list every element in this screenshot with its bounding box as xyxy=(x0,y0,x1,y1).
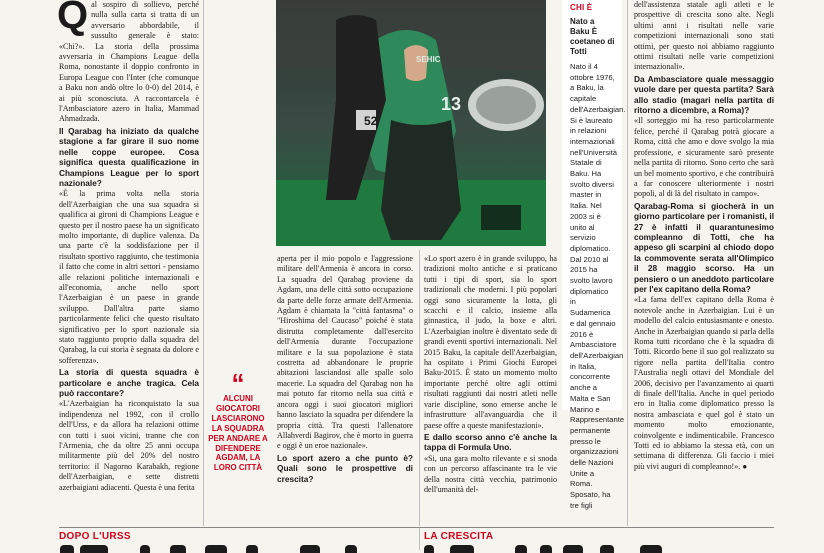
column-divider xyxy=(627,0,628,526)
jersey-number-front: 52 xyxy=(364,114,378,128)
intro-paragraph: al sospiro di sollievo, perché nulla sulla carta si tratta di un avversario abbordabile, il sussulto generale è stato: «Chi?». La storia della prossima avversaria in Champions League della Roma, nonostante il doppio confronto in Europa League con l'Inter (che comunque a Baku non andò oltre lo 0-0) del 2014, è ai più sconosciuta. A raccontarcela è l'Ambasciatore azero in Italia, Mammad Ahmadzada. xyxy=(59,0,199,124)
bio-sidebar xyxy=(562,0,626,510)
sidebar-body: Nato il 4 ottobre 1976, a Baku, la capitale dell'Azerbaigian. Si è laureato in relazioni internazionali nell'Università Statale di Baku. Ha svolto diversi master in Italia. Nel 2003 si è unito al servizio diplomatico. Dal 2010 al 2015 ha svolto lavoro diplomatico in Sudamerica e dal gennaio 2016 è Ambasciatore dell'Azerbaigian in Italia, concorrente anche a Malta e San Marino e Rappresentante permanente presso le organizzazioni delle Nazioni Unite a Roma. Sposato, ha tre figli xyxy=(570,62,626,510)
question-6: Qarabag-Roma si giocherà in un giorno particolare per i romanisti, il 27 è infatti il quarantunesimo compleanno di Totti, che ha appeso gli scarpini al chiodo dopo la commovente serata all'Olimpico il 28 maggio scorso. Ha un pensiero o un aneddoto particolare per l'ex capitano della Roma? xyxy=(634,200,774,294)
pull-quote xyxy=(207,368,269,473)
answer-1: «È la prima volta nella storia dell'Azerbaigian che una sua squadra si qualifica ai gironi di Champions League e questo per il nostro paese ha un significato molto importante, di duplice valenza. Da una parte c'è la soddisfazione per il risultato sportivo raggiunto, che testimonia il fatto che come in altri settori - pensiamo alle relazioni politiche internazionali e all'economia, anche nello sport l'Azerbaigian è un paese in grande sviluppo. Dall'altra parte siamo particolarmente felici che questo risultato significativo per lo sport nazionale sia stato raggiunto proprio dalla squadra del Qarabag, la cui storia è segnata da dolore e sofferenza». xyxy=(59,189,199,365)
next-article-headline-fragments xyxy=(0,545,824,553)
column-2-text: aperta per il mio popolo e l'aggressione militare dell'Armenia è ancora in corso. La squadra del Qarabag proviene da Agdam, una delle città sotto occupazione da parte delle forze armate dell'Armenia. Agdam è chiamata la "città fantasma" o "Hiroshima del Caucaso" poiché è stata distrutta completamente dall'esercito dell'Armenia durante l'occupazione militare e la sua popolazione è stata costretta ad abbandonare le proprie abitazioni lasciandosi alle spalle solo macerie. La squadra del Qarabag non ha mai potuto far ritorno nella sua città e ancora oggi i suoi giocatori migliori hanno lasciato la squadra per difendere la propria città. Tra questi l'allenatore Allahverdi Bagirov, che è morto in guerra e oggi è un eroe nazionale». xyxy=(277,254,413,451)
answer-6: «La fama dell'ex capitano della Roma è notevole anche in Azerbaigian. Lui è un modello del calcio entusiasmante e onesto. Anche in Azerbaigian quando si parla della Roma tutti ricordano che è la squadra di Totti. Ricordo bene il suo gol realizzato su rigore nella partita dell'Italia contro l'Australia negli ottavi del Mondiale del 2006, decisivo per l'avanzamento ai quarti di finale dell'Italia. Anche in quel periodo ero in Italia come diplomatico presso la nostra ambasciata e quel gol è stato un momento molto emozionante, coinvolgente e indimenticabile. Francesco Totti ed io abbiamo la stessa età, con un settimana di differenza. Gli faccio i miei più vivi auguri di compleanno!». ● xyxy=(634,295,774,471)
column-5-top: dell'assistenza statale agli atleti e le prospettive di crescita sono alte. Negli ultimi anni i risultati nelle varie competizioni internazionali sono stati ottimi, per questo noi abbiamo raggiunto ottimi risultati nelle varie competizioni internazionali». xyxy=(634,0,774,72)
quote-mark-icon: “ xyxy=(231,368,245,398)
bottom-separator xyxy=(59,527,774,528)
question-2: La storia di questa squadra è particolare e anche tragica. Cela può raccontare? xyxy=(59,367,199,399)
shirt-name: SEHIC xyxy=(416,55,441,64)
photo-illustration xyxy=(276,0,546,246)
photo-qarabag-players xyxy=(276,0,546,246)
sidebar-headline: Nato a Baku È coetaneo di Totti xyxy=(570,17,615,56)
question-1: Il Qarabag ha iniziato da qualche stagione a far girare il suo nome nelle coppe europee. Cosa significa questa qualificazione in Champions League per lo sport nazionale? xyxy=(59,125,199,188)
article-column-5 xyxy=(634,0,774,528)
drop-cap: Q xyxy=(57,0,89,37)
question-3: Lo sport azero a che punto è? Quali sono le prospettive di crescita? xyxy=(277,452,413,484)
section-label-right: LA CRESCITA xyxy=(424,531,494,542)
question-5: Da Ambasciatore quale messaggio vuole dare per questa partita? Sarà allo stadio (magari nella partita di ritorno a dicembre, a Roma)? xyxy=(634,73,774,116)
column-divider xyxy=(419,250,420,526)
article-column-1 xyxy=(59,0,199,528)
column-3-tail: «Si, una gara molto rilevante e si snoda con un percorso affascinante tra le vie della nostra città vecchia, patrimonio dell'umanità del- xyxy=(424,453,557,494)
column-divider xyxy=(203,0,204,526)
column-3-text: «Lo sport azero è in grande sviluppo, ha tradizioni molto antiche e si praticano tutti i tipi di sport, sia lo sport tradizionali che moderni. I più popolari oggi sono sicuramente la lotta, gli scacchi e il calcio, insieme alla ginnastica, il judo, la boxe e altri. L'Azerbaigian inoltre è diventato sede di grandi eventi sportivi internazionali. Nel 2015 Baku, la capitale dell'Azerbaigian, ha ospitato i Primi Giochi Europei Baku-2015. È stato un momento molto importante perché oltre agli ottimi risultati raggiunti dai nostri atleti nelle varie discipline, sono emerse anche le infrastrutture all'avanguardia che il paese offre a queste manifestazioni». xyxy=(424,254,557,430)
sidebar-kicker: CHI È xyxy=(570,3,593,12)
article-column-2 xyxy=(277,254,413,528)
section-label-left: DOPO L'URSS xyxy=(59,531,131,542)
answer-2: «L'Azerbaigian ha riconquistato la sua indipendenza nel 1992, con il crollo dell'Urss, e da allora ha relazioni ottime con tutti i suoi vicini, tranne che con l'Armenia, che da oltre 25 anni occupa militarmente più del 20% del nostro territorio: il Nagorno Karabakh, regione dell'Azerbaigian, e sette distretti azerbaigiani adiacenti. Questa è una ferita xyxy=(59,399,199,492)
article-column-3 xyxy=(424,254,557,528)
question-4: E dallo scorso anno c'è anche la tappa di Formula Uno. xyxy=(424,431,557,453)
pull-quote-text: ALCUNI GIOCATORI LASCIARONO LA SQUADRA PER ANDARE A DIFENDERE AGDAM, LA LORO CITTÀ xyxy=(208,394,268,473)
answer-5: «Il sorteggio mi ha reso particolarmente felice, perché il Qarabag potrà giocare a Roma, città che amo e dove svolgo la mia professione, e sicuramente sarò presente nella partita di ritorno. Sono certo che sarà un bel momento sportivo, e che contribuirà a far conoscere ulteriormente i nostri popoli, al di là del risultato in campo». xyxy=(634,116,774,199)
jersey-number-back: 13 xyxy=(441,94,462,114)
